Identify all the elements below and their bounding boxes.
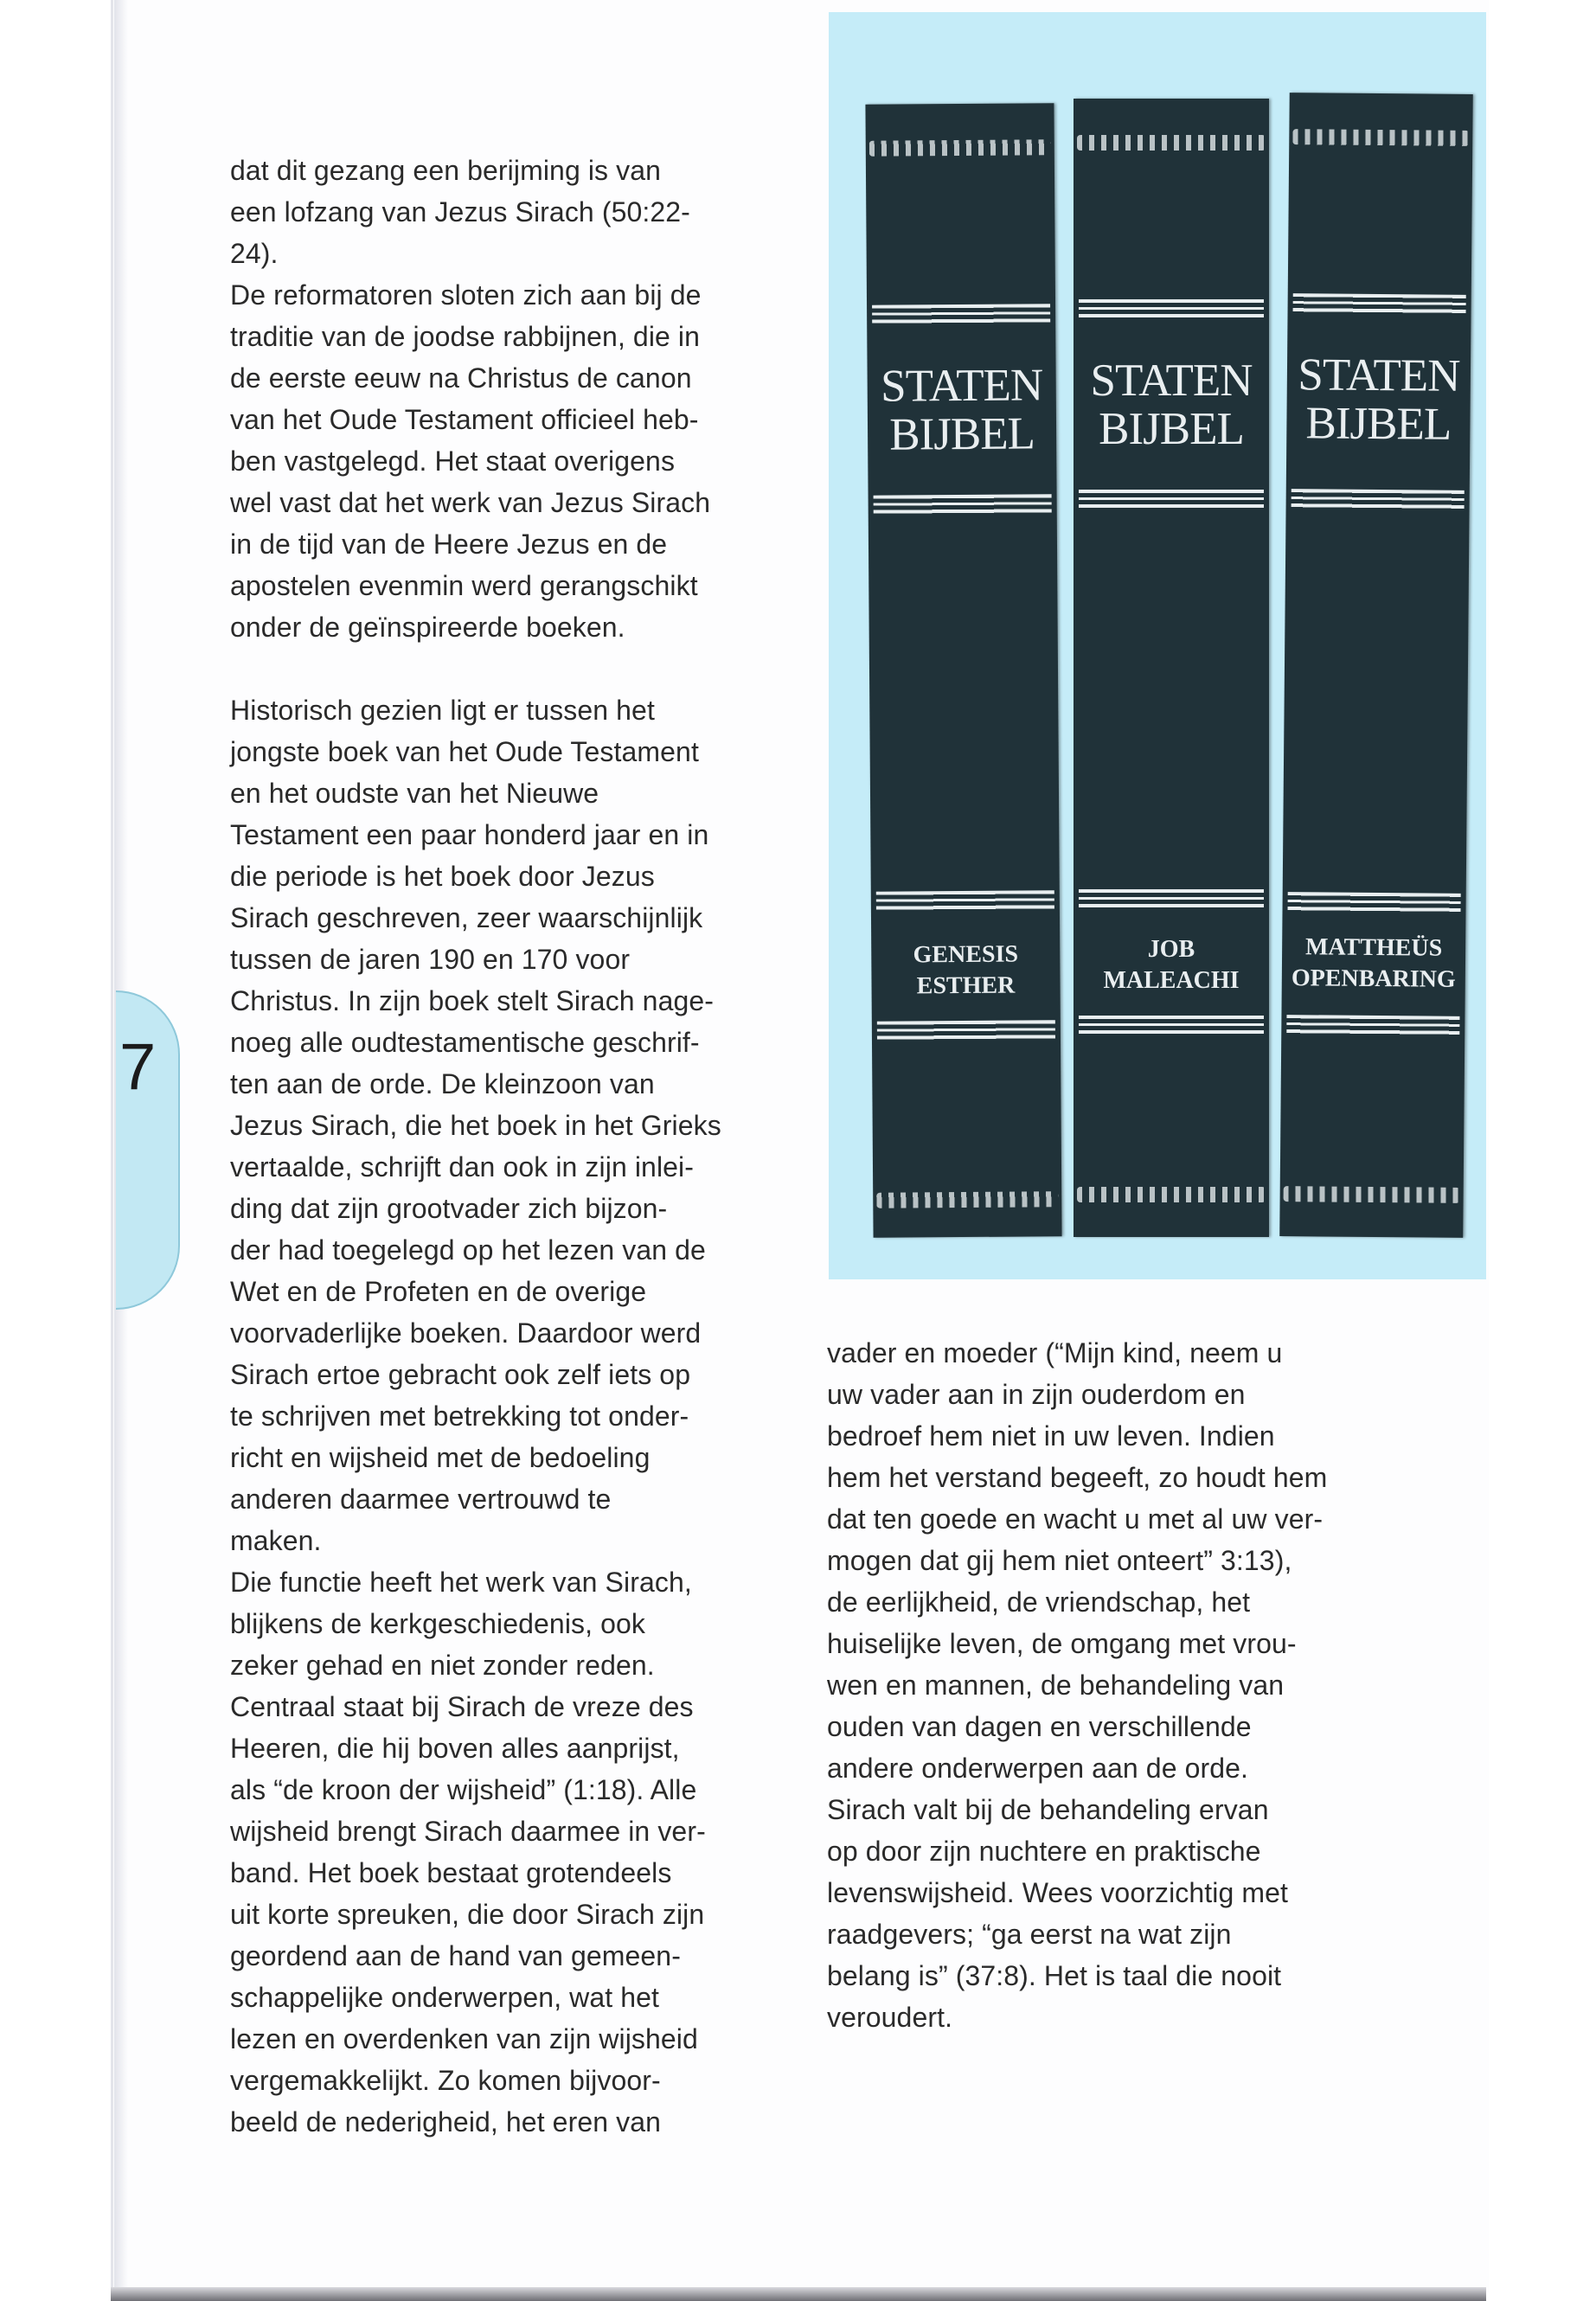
- spine-ornament-bottom: [1077, 1187, 1266, 1202]
- text-line: apostelen evenmin werd gerangschikt: [230, 570, 698, 601]
- text-line: Wet en de Profeten en de overige: [230, 1276, 647, 1307]
- spine-ornament-top: [1292, 129, 1469, 146]
- text-line: der had toegelegd op het lezen van de: [230, 1234, 706, 1266]
- text-line: ten aan de orde. De kleinzoon van: [230, 1068, 655, 1099]
- text-line: band. Het boek bestaat grotendeels: [230, 1857, 672, 1888]
- page-number: 7: [119, 1030, 157, 1104]
- text-line: uw vader aan in zijn ouderdom en: [827, 1379, 1246, 1410]
- text-line: de eerlijkheid, de vriendschap, het: [827, 1586, 1251, 1618]
- spine-band: [1079, 1016, 1264, 1035]
- volume-range: JOB MALEACHI: [1103, 936, 1240, 994]
- text-line: Die functie heeft het werk van Sirach,: [230, 1567, 692, 1598]
- text-line: vergemakkelijkt. Zo komen bijvoor-: [230, 2065, 661, 2096]
- text-line: Sirach ertoe gebracht ook zelf iets op: [230, 1359, 691, 1390]
- text-line: dat dit gezang een berijming is van: [230, 155, 662, 186]
- spine-band: [876, 890, 1054, 910]
- book-title: STATEN BIJBEL: [880, 360, 1043, 460]
- right-text-column: [827, 1332, 1381, 2038]
- text-line: Sirach valt bij de behandeling ervan: [827, 1794, 1269, 1825]
- text-line: veroudert.: [827, 2002, 953, 2033]
- spine-ornament-bottom: [1284, 1186, 1460, 1203]
- text-line: geordend aan de hand van gemeen-: [230, 1940, 681, 1971]
- text-line: traditie van de joodse rabbijnen, die in: [230, 321, 701, 352]
- text-line: dat ten goede en wacht u met al uw ver-: [827, 1503, 1324, 1535]
- text-line: jongste boek van het Oude Testament: [230, 736, 699, 767]
- text-line: wijsheid brengt Sirach daarmee in ver-: [230, 1816, 706, 1847]
- spine-band: [1079, 299, 1264, 318]
- text-line: Testament een paar honderd jaar en in: [230, 819, 709, 850]
- text-line: Centraal staat bij Sirach de vreze des: [230, 1691, 694, 1722]
- spine-band: [1288, 892, 1461, 913]
- text-line: te schrijven met betrekking tot onder-: [230, 1400, 689, 1432]
- text-line: van het Oude Testament officieel heb-: [230, 404, 699, 435]
- spine-band: [1079, 889, 1264, 908]
- left-text-column: [230, 150, 784, 2143]
- text-line: huiselijke leven, de omgang met vrou-: [827, 1628, 1297, 1659]
- text-line: anderen daarmee vertrouwd te: [230, 1484, 612, 1515]
- text-line: hem het verstand begeeft, zo houdt hem: [827, 1462, 1328, 1493]
- text-line: wen en mannen, de behandeling van: [827, 1670, 1285, 1701]
- bible-volume-1: [865, 103, 1061, 1237]
- text-line: Christus. In zijn boek stelt Sirach nage-: [230, 985, 715, 1016]
- book-title: STATEN BIJBEL: [1298, 349, 1460, 450]
- spine-band: [1286, 1015, 1459, 1035]
- spine-ornament-bottom: [876, 1191, 1058, 1208]
- text-line: belang is” (37:8). Het is taal die nooit: [827, 1960, 1282, 1991]
- text-line: schappelijke onderwerpen, wat het: [230, 1982, 660, 2013]
- text-line: voorvaderlijke boeken. Daardoor werd: [230, 1317, 702, 1349]
- text-line: zeker gehad en niet zonder reden.: [230, 1650, 655, 1681]
- text-line: Historisch gezien ligt er tussen het: [230, 695, 655, 726]
- bible-photo: [829, 12, 1486, 1279]
- text-line: Sirach geschreven, zeer waarschijnlijk: [230, 902, 703, 933]
- spine-band: [874, 494, 1052, 514]
- text-line: mogen dat gij hem niet onteert” 3:13),: [827, 1545, 1292, 1576]
- spine-band: [877, 1020, 1055, 1040]
- text-line: onder de geïnspireerde boeken.: [230, 612, 625, 643]
- text-line: bedroef hem niet in uw leven. Indien: [827, 1420, 1275, 1452]
- text-line: beeld de nederigheid, het eren van: [230, 2106, 662, 2138]
- text-line: raadgevers; “ga eerst na wat zijn: [827, 1919, 1232, 1950]
- text-line: en het oudste van het Nieuwe: [230, 778, 599, 809]
- text-line: blijkens de kerkgeschiedenis, ook: [230, 1608, 646, 1639]
- text-line: 24).: [230, 238, 279, 269]
- book-title: STATEN BIJBEL: [1090, 356, 1253, 454]
- text-line: die periode is het boek door Jezus: [230, 861, 655, 892]
- text-line: De reformatoren sloten zich aan bij de: [230, 279, 702, 311]
- text-line: ben vastgelegd. Het staat overigens: [230, 445, 676, 477]
- text-line: levenswijsheid. Wees voorzichtig met: [827, 1877, 1289, 1908]
- text-line: de eerste eeuw na Christus de canon: [230, 362, 692, 394]
- text-line: tussen de jaren 190 en 170 voor: [230, 944, 631, 975]
- text-line: in de tijd van de Heere Jezus en de: [230, 529, 668, 560]
- volume-range: MATTHEÜS OPENBARING: [1291, 933, 1456, 993]
- spine-ornament-top: [1077, 135, 1266, 151]
- volume-range: GENESIS ESTHER: [913, 940, 1019, 1000]
- text-line: lezen en overdenken van zijn wijsheid: [230, 2023, 698, 2054]
- spine-band: [1292, 489, 1465, 510]
- text-line: vertaalde, schrijft dan ook in zijn inlei-: [230, 1151, 695, 1183]
- spine-band: [872, 304, 1050, 324]
- page-bottom-edge: [111, 2287, 1486, 2301]
- text-line: noeg alle oudtestamentische geschrif-: [230, 1027, 700, 1058]
- text-line: maken.: [230, 1525, 322, 1556]
- text-line: op door zijn nuchtere en praktische: [827, 1836, 1261, 1867]
- spine-band: [1293, 293, 1466, 314]
- text-line: Heeren, die hij boven alles aanprijst,: [230, 1733, 680, 1764]
- text-line: wel vast dat het werk van Jezus Sirach: [230, 487, 711, 518]
- text-line: ouden van dagen en verschillende: [827, 1711, 1252, 1742]
- bible-volume-2: [1074, 99, 1269, 1237]
- spine-band: [1079, 490, 1264, 509]
- text-line: als “de kroon der wijsheid” (1:18). Alle: [230, 1774, 697, 1805]
- text-line: andere onderwerpen aan de orde.: [827, 1753, 1249, 1784]
- text-line: uit korte spreuken, die door Sirach zijn: [230, 1899, 705, 1930]
- text-line: ding dat zijn grootvader zich bijzon-: [230, 1193, 668, 1224]
- paragraph-gap: [230, 648, 784, 689]
- spine-ornament-top: [869, 139, 1051, 156]
- bible-volume-3: [1279, 93, 1473, 1238]
- text-line: richt en wijsheid met de bedoeling: [230, 1442, 651, 1473]
- text-line: een lofzang van Jezus Sirach (50:22-: [230, 196, 690, 228]
- text-line: Jezus Sirach, die het boek in het Grieks: [230, 1110, 721, 1141]
- text-line: vader en moeder (“Mijn kind, neem u: [827, 1337, 1283, 1368]
